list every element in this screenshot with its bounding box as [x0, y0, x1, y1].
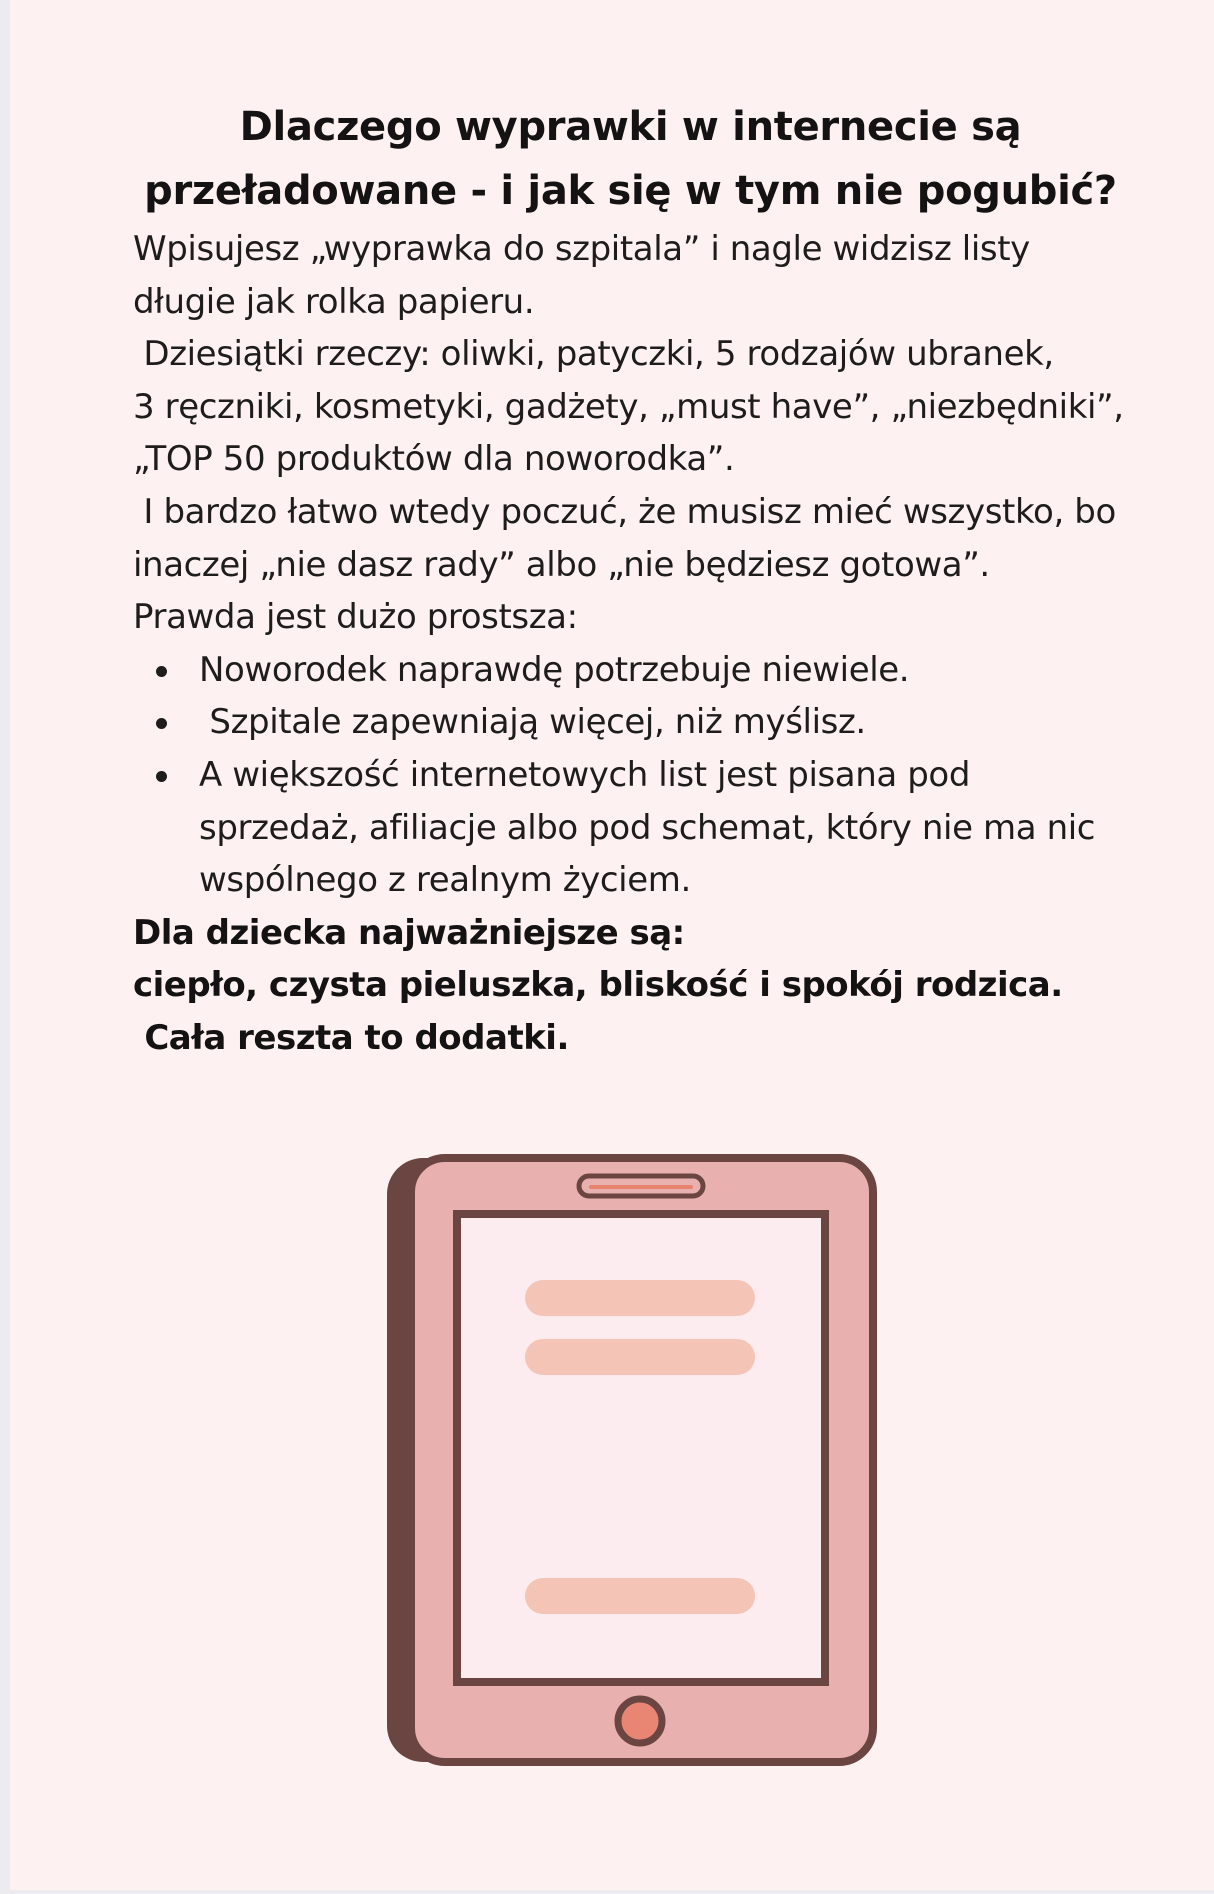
list-item-line: A większość internetowych list jest pisana pod	[199, 754, 971, 795]
list-item-line: Szpitale zapewniają więcej, niż myślisz.	[199, 702, 866, 743]
list-item	[133, 644, 1133, 697]
paragraph-line: Wpisujesz „wyprawka do szpitala” i nagle widzisz listy	[133, 229, 1030, 269]
bullet-icon	[156, 771, 167, 782]
conclusion-line: ciepło, czysta pieluszka, bliskość i spokój rodzica.	[133, 965, 1063, 1006]
home-button	[618, 1699, 662, 1743]
conclusion-line: Dla dziecka najważniejsze są:	[133, 912, 685, 953]
paragraph-intro	[133, 223, 1133, 328]
bullet-list	[133, 644, 1133, 907]
paragraph-line: Prawda jest dużo prostsza:	[133, 597, 578, 638]
list-item-line: Noworodek naprawdę potrzebuje niewiele.	[199, 649, 910, 690]
screen-bar	[525, 1578, 755, 1614]
paragraph-line: I bardzo łatwo wtedy poczuć, że musisz mieć wszystko, bo	[133, 491, 1116, 532]
tablet-icon	[387, 1154, 879, 1766]
list-item	[133, 696, 1133, 749]
screen-bar	[525, 1339, 755, 1375]
paragraph-pressure	[133, 486, 1133, 591]
page-title	[133, 95, 1128, 223]
bullet-icon	[156, 666, 167, 677]
list-item-line: wspólnego z realnym życiem.	[199, 860, 691, 901]
conclusion-line: Cała reszta to dodatki.	[133, 1017, 569, 1058]
paragraph-items	[133, 328, 1133, 486]
list-item	[133, 749, 1133, 907]
page	[10, 0, 1214, 1890]
list-item-line: sprzedaż, afiliacje albo pod schemat, który nie ma nic	[199, 807, 1096, 848]
screen-bar	[525, 1280, 755, 1316]
conclusion	[133, 907, 1133, 1065]
bullet-icon	[156, 718, 167, 729]
paragraph-line: „TOP 50 produktów dla noworodka”.	[133, 439, 735, 480]
paragraph-line: inaczej „nie dasz rady” albo „nie będziesz gotowa”.	[133, 544, 990, 585]
paragraph-line: Dziesiątki rzeczy: oliwki, patyczki, 5 rodzajów ubranek,	[133, 334, 1054, 375]
paragraph-line: 3 ręczniki, kosmetyki, gadżety, „must have”, „niezbędniki”,	[133, 386, 1124, 427]
paragraph-truth	[133, 591, 1133, 644]
article-body	[133, 223, 1133, 1065]
title-line-1: Dlaczego wyprawki w internecie są	[239, 104, 1022, 150]
title-line-2: przeładowane - i jak się w tym nie pogubić?	[144, 168, 1117, 214]
article	[133, 95, 1133, 1065]
paragraph-line: długie jak rolka papieru.	[133, 281, 535, 322]
